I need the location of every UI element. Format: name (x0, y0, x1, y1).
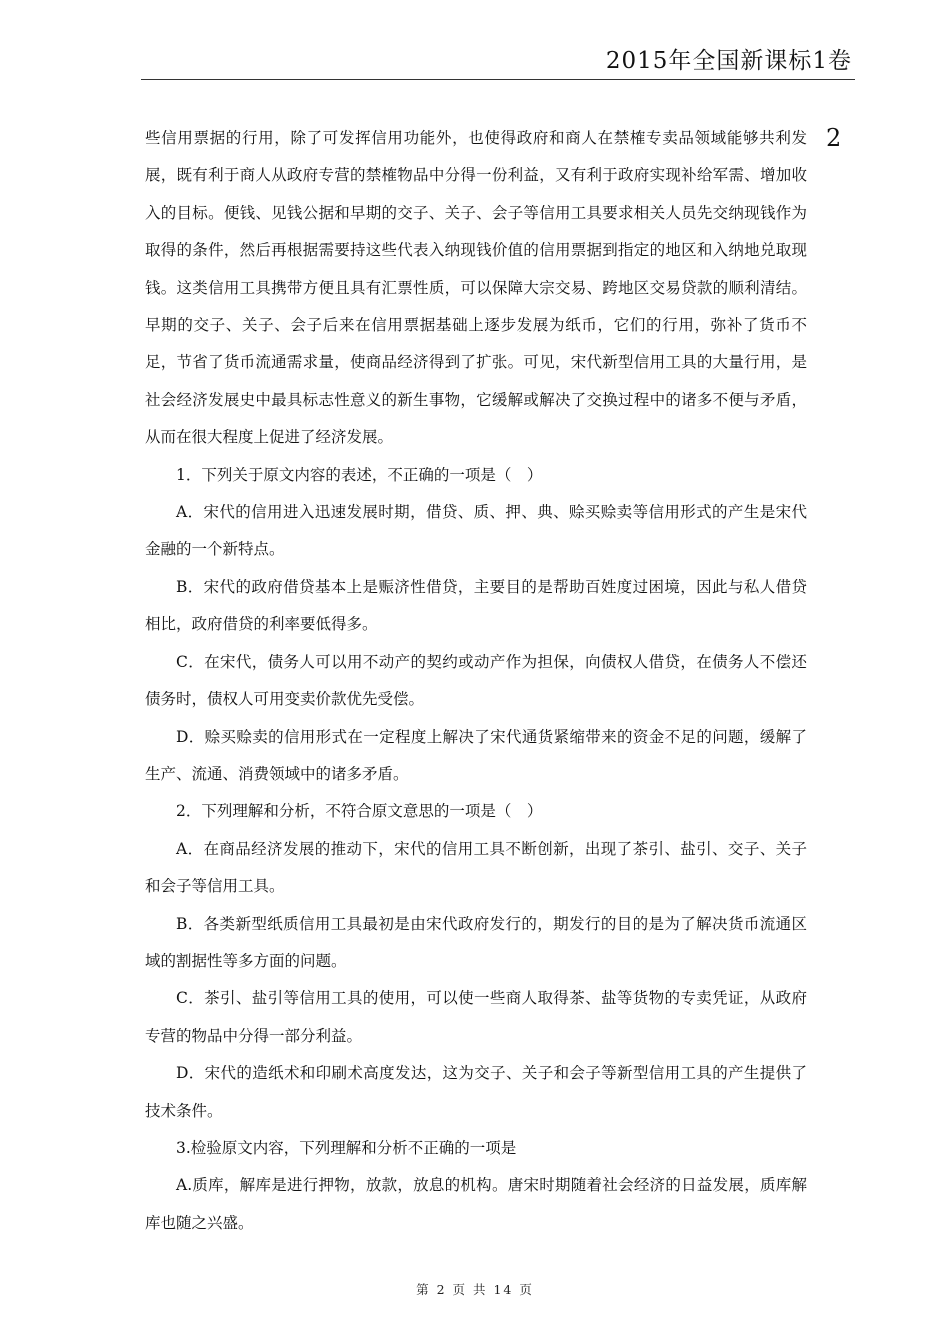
side-page-number: 2 (826, 124, 842, 152)
question-option: B．各类新型纸质信用工具最初是由宋代政府发行的，期发行的目的是为了解决货币流通区域的割据性等多方面的问题。 (145, 914, 807, 970)
question-option: C．在宋代，债务人可以用不动产的契约或动产作为担保，向债权人借贷，在债务人不偿还债务时，债权人可用变卖价款优先受偿。 (145, 652, 807, 709)
question-option: C．茶引、盐引等信用工具的使用，可以使一些商人取得茶、盐等货物的专卖凭证，从政府专营的物品中分得一部分利益。 (145, 989, 807, 1045)
question-stem: 3.检验原文内容，下列理解和分析不正确的一项是 (176, 1138, 517, 1157)
page-header-title: 2015年全国新课标1卷 (605, 48, 852, 74)
question-stem: 2．下列理解和分析，不符合原文意思的一项是（ ） (176, 802, 543, 821)
document-body (145, 120, 807, 1242)
question-option: A．宋代的信用进入迅速发展时期，借贷、质、押、典、赊买赊卖等信用形式的产生是宋代金融的一个新特点。 (145, 503, 807, 559)
question-option: D．赊买赊卖的信用形式在一定程度上解决了宋代通货紧缩带来的资金不足的问题，缓解了生产、流通、消费领域中的诸多矛盾。 (145, 727, 807, 783)
question-option: A.质库，解库是进行押物，放款，放息的机构。唐宋时期随着社会经济的日益发展，质库解库也随之兴盛。 (145, 1176, 807, 1232)
question-stem: 1．下列关于原文内容的表述，不正确的一项是（ ） (176, 465, 543, 484)
question-option: A．在商品经济发展的推动下，宋代的信用工具不断创新，出现了茶引、盐引、交子、关子和会子等信用工具。 (145, 839, 807, 896)
passage-paragraph: 些信用票据的行用，除了可发挥信用功能外，也使得政府和商人在禁榷专卖品领域能够共利发展，既有利于商人从政府专营的禁榷物品中分得一份利益，又有利于政府实现补给军需、增加收入的目标。便钱、见钱公据和早期的交子、关子、会子等信用工具要求相关人员先交纳现钱作为取得的条件，然后再根据需要持这些代表入纳现钱价值的信用票据到指定的地区和入纳地兑取现钱。这类信用工具携带方便且具有汇票性质，可以保障大宗交易、跨地区交易贷款的顺利清结。早期的交子、关子、会子后来在信用票据基础上逐步发展为纸币，它们的行用，弥补了货币不足，节省了货币流通需求量，使商品经济得到了扩张。可见，宋代新型信用工具的大量行用，是社会经济发展史中最具标志性意义的新生事物，它缓解或解决了交换过程中的诸多不便与矛盾，从而在很大程度上促进了经济发展。 (145, 129, 807, 447)
question-option: D．宋代的造纸术和印刷术高度发达，这为交子、关子和会子等新型信用工具的产生提供了技术条件。 (145, 1064, 807, 1120)
page-footer: 第 2 页 共 14 页 (416, 1282, 534, 1297)
header-divider (141, 79, 855, 80)
question-option: B．宋代的政府借贷基本上是赈济性借贷，主要目的是帮助百姓度过困境，因此与私人借贷相比，政府借贷的利率要低得多。 (145, 577, 807, 634)
